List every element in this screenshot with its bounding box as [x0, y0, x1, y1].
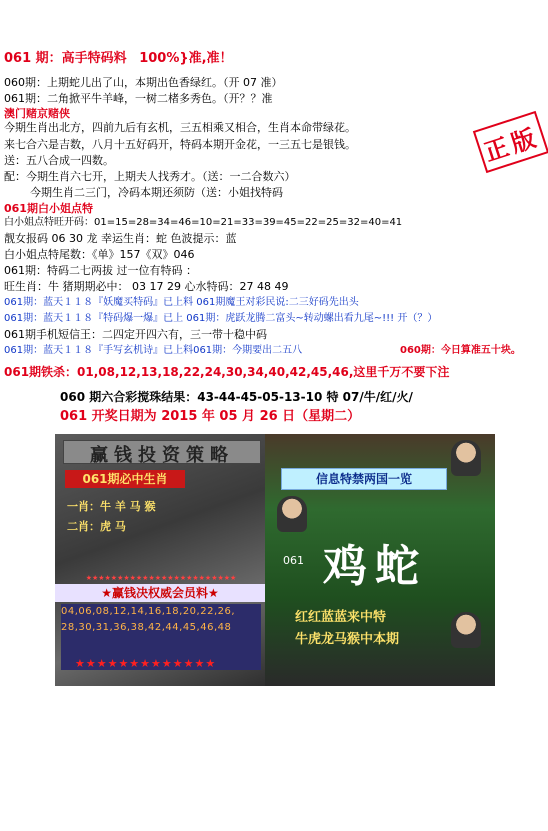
line-16: 061期：蓝天１１８『特码爆一爆』已上 061期：虎跃龙腾二富头~转动螺出看九尾~!!! 开（？）: [4, 313, 438, 324]
line-5: 来七合六是吉数，八月十五好码开，特码本期开金花，一三五七是银钱。: [4, 138, 356, 151]
line-14: 旺生肖：牛 猪期期必中： 03 17 29 心水特码：27 48 49: [4, 280, 289, 293]
line-1: 060期：上期蛇儿出了山，本期出色香绿红。（开 07 准）: [4, 76, 283, 89]
line-11: 靓女报码 06 30 龙 幸运生肖：蛇 色波提示：蓝: [4, 232, 237, 245]
portrait-image: [277, 496, 307, 532]
line-4: 今期生肖出北方，四前九后有玄机，三五相乘又相合，生肖本命带绿花。: [4, 121, 356, 134]
draw-result: 060 期六合彩搅珠结果：43-44-45-05-13-10 特 07/牛/红/火/: [60, 390, 413, 404]
header-line: [4, 52, 233, 66]
header-issue: 061 期：高手特码料: [4, 51, 127, 66]
line-7: 配：今期生肖六七开，上期夫人找秀才。（送：一二合数六）: [4, 170, 296, 183]
line-15: 061期：蓝天１１８『妖魔买特码』已上料 061期魔王对彩民说:二三好码先出头: [4, 297, 359, 308]
line-6: 送：五八合成一四数。: [4, 154, 114, 167]
kill-numbers: 061期铁杀：01,08,12,13,18,22,24,30,34,40,42,45,46,这里千万不要下注: [4, 365, 450, 379]
line-8: 今期生肖二三门，冷码本期还须防（送：小姐找特码: [30, 186, 283, 199]
line-18: 061期：蓝天１１８『手写玄机诗』已上料061期：今期要出二五八: [4, 345, 303, 356]
portrait-image: [451, 440, 481, 476]
poster-left-title: 赢钱投资策略: [63, 440, 261, 464]
poster-tip-2: 二肖：虎 马: [67, 520, 126, 533]
poster-band: ★赢钱决权威会员料★: [55, 584, 265, 602]
poster-slogan: ★★★★★★★★★★★★★★★★★★★★★★★★: [85, 574, 237, 582]
poster-issue-no: 061: [283, 554, 304, 567]
official-stamp: 正版: [473, 111, 548, 173]
line-17: 061期手机短信王：二四定开四六有，三一带十稳中码: [4, 328, 267, 341]
line-2: 061期：二角掀平牛羊峰，一树二楮多秀色。（开？？准: [4, 92, 273, 105]
line-3: 澳门赌京赌侠: [4, 107, 70, 120]
poster-numbers-row: 04,06,08,12,14,16,18,20,22,26,: [61, 606, 236, 617]
draw-date: 061 开奖日期为 2015 年 05 月 26 日（星期二）: [60, 409, 361, 424]
line-9: 061期白小姐点特: [4, 202, 93, 215]
poster-right-panel: [265, 434, 495, 686]
poster-right-line-2: 牛虎龙马猴中本期: [295, 632, 400, 647]
promo-poster: [55, 434, 495, 686]
poster-right-line-1: 红红蓝蓝来中特: [295, 610, 387, 625]
header-tail: 100%}准,准！: [139, 51, 233, 66]
line-10: 白小姐点特旺开码：01=15=28=34=46=10=21=33=39=45=22=25=32=40=41: [4, 217, 403, 228]
poster-tip-1: 一肖：牛 羊 马 猴: [67, 500, 156, 513]
poster-numbers-row: 28,30,31,36,38,42,44,45,46,48: [61, 622, 232, 633]
portrait-image: [451, 612, 481, 648]
poster-right-banner: 信息特禁两国一览: [281, 468, 447, 490]
line-19: 060期：今日算准五十块。: [400, 345, 521, 356]
poster-big-zodiac: 鸡蛇: [323, 541, 427, 592]
poster-left-sub: 061期必中生肖: [65, 470, 185, 488]
line-12: 白小姐点特尾数：《单》157《双》046: [4, 248, 195, 261]
line-13: 061期：特码二七两拔 过一位有特码 ：: [4, 264, 197, 277]
poster-left-panel: [55, 434, 265, 686]
poster-stars: ★★★★★★★★★★★★★: [75, 657, 217, 670]
